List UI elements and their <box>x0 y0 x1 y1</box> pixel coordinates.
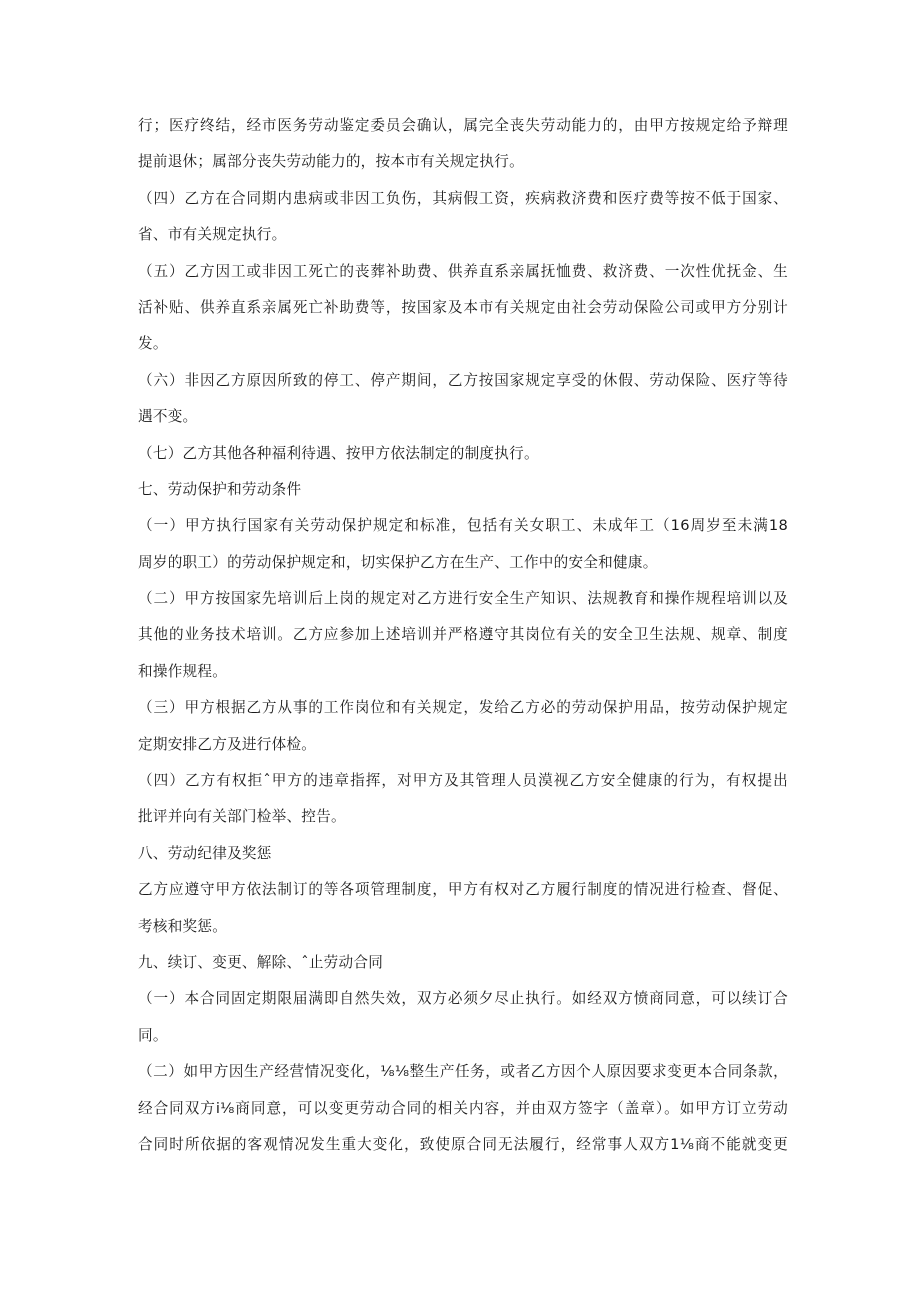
text-line: 八、劳动纪律及奖惩 <box>138 844 272 862</box>
text-line: （四）乙方有权拒ˆ甲方的违章指挥，对甲方及其管理人员漠视乙方安全健康的行为，有权提出 <box>138 772 788 790</box>
text-line: （六）非因乙方原因所致的停工、停产期间，乙方按国家规定享受的休假、劳动保险、医疗等待 <box>138 371 788 389</box>
document-body <box>138 108 788 1163</box>
text-line: 周岁的职工）的劳动保护规定和，切实保护乙方在生产、工作中的安全和健康。 <box>138 553 658 571</box>
text-line: 合同时所依据的客观情况发生重大变化，致使原合同无法履行，经常事人双方1⅛商不能就变更 <box>138 1135 788 1153</box>
text-line: 和操作规程。 <box>138 662 228 680</box>
text-line: （二）甲方按国家先培训后上岗的规定对乙方进行安全生产知识、法规教育和操作规程培训以及 <box>138 590 788 608</box>
text-line: （三）甲方根据乙方从事的工作岗位和有关规定，发给乙方必的劳动保护用品，按劳动保护规定 <box>138 699 788 717</box>
text-line: 省、市有关规定执行。 <box>138 226 287 244</box>
text-line: （一）本合同固定期限届满即自然失效，双方必须夕尽止执行。如经双方愤商同意，可以续订合 <box>138 990 788 1008</box>
text-line: 七、劳动保护和劳动条件 <box>138 480 302 498</box>
text-line: （一）甲方执行国家有关劳动保护规定和标准，包括有关女职工、未成年工（16周岁至未满18 <box>138 517 788 535</box>
text-line: 考核和奖惩。 <box>138 917 228 935</box>
text-line: 发。 <box>138 335 168 353</box>
text-line: （二）如甲方因生产经营情况变化，⅛⅛整生产任务，或者乙方因个人原因要求变更本合同条款， <box>138 1063 788 1081</box>
text-line: 定期安排乙方及进行体检。 <box>138 735 317 753</box>
text-line: 提前退休；属部分丧失劳动能力的，按本市有关规定执行。 <box>138 153 524 171</box>
text-line: （四）乙方在合同期内患病或非因工负伤，其病假工资，疾病救济费和医疗费等按不低于国家、 <box>138 189 788 207</box>
text-line: 其他的业务技术培训。乙方应参加上述培训并严格遵守其岗位有关的安全卫生法规、规章、制度 <box>138 626 788 644</box>
text-line: 九、续订、变更、解除、ˆ止劳动合同 <box>138 953 384 971</box>
text-line: 同。 <box>138 1026 168 1044</box>
text-line: 遇不变。 <box>138 408 198 426</box>
text-line: 行；医疗终结，经市医务劳动鉴定委员会确认，属完全丧失劳动能力的，由甲方按规定给予辩理 <box>138 117 788 134</box>
text-line: 批评并向有关部门检举、控告。 <box>138 808 346 826</box>
text-line: （五）乙方因工或非因工死亡的丧葬补助费、供养直系亲属抚恤费、救济费、一次性优抚金、生 <box>138 262 788 280</box>
text-line: 乙方应遵守甲方依法制订的等各项管理制度，甲方有权对乙方履行制度的情况进行检查、督促、 <box>138 881 788 899</box>
text-line: 活补贴、供养直系亲属死亡补助费等，按国家及本市有关规定由社会劳动保险公司或甲方分别计 <box>138 298 788 316</box>
text-line: 经合同双方i⅛商同意，可以变更劳动合同的相关内容，并由双方签字（盖章）。如甲方订立劳动 <box>138 1099 788 1117</box>
text-line: （七）乙方其他各种福利待遇、按甲方依法制定的制度执行。 <box>138 444 539 462</box>
